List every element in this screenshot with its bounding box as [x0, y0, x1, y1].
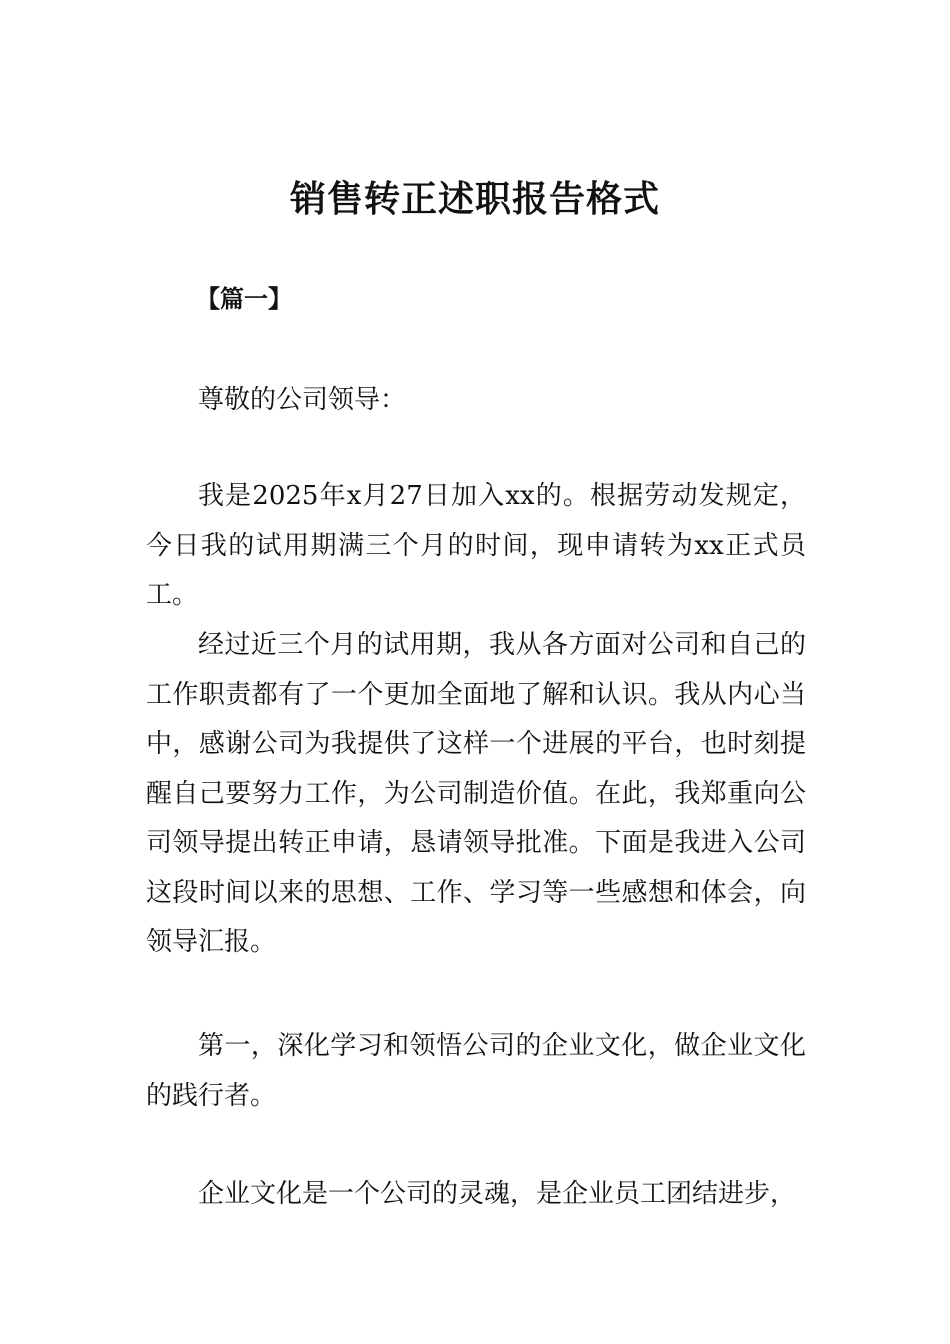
section-label: 【篇一】: [196, 285, 292, 313]
paragraph-2: 经过近三个月的试用期，我从各方面对公司和自己的工作职责都有了一个更加全面地了解和认识。我从内心当中，感谢公司为我提供了这样一个进展的平台，也时刻提醒自己要努力工作，为公司制造价值。在此，我郑重向公司领导提出转正申请，恳请领导批准。下面是我进入公司这段时间以来的思想、工作、学习等一些感想和体会，向领导汇报。: [146, 630, 806, 957]
document-title: 销售转正述职报告格式: [289, 179, 660, 220]
paragraph-4: 企业文化是一个公司的灵魂，是企业员工团结进步，: [198, 1179, 797, 1209]
salutation: 尊敬的公司领导：: [198, 385, 407, 415]
paragraph-3: 第一，深化学习和领悟公司的企业文化，做企业文化的践行者。: [146, 1031, 806, 1111]
paragraph-1: 我是2025年x月27日加入xx的。根据劳动发规定，今日我的试用期满三个月的时间，现申请转为xx正式员工。: [146, 481, 806, 610]
